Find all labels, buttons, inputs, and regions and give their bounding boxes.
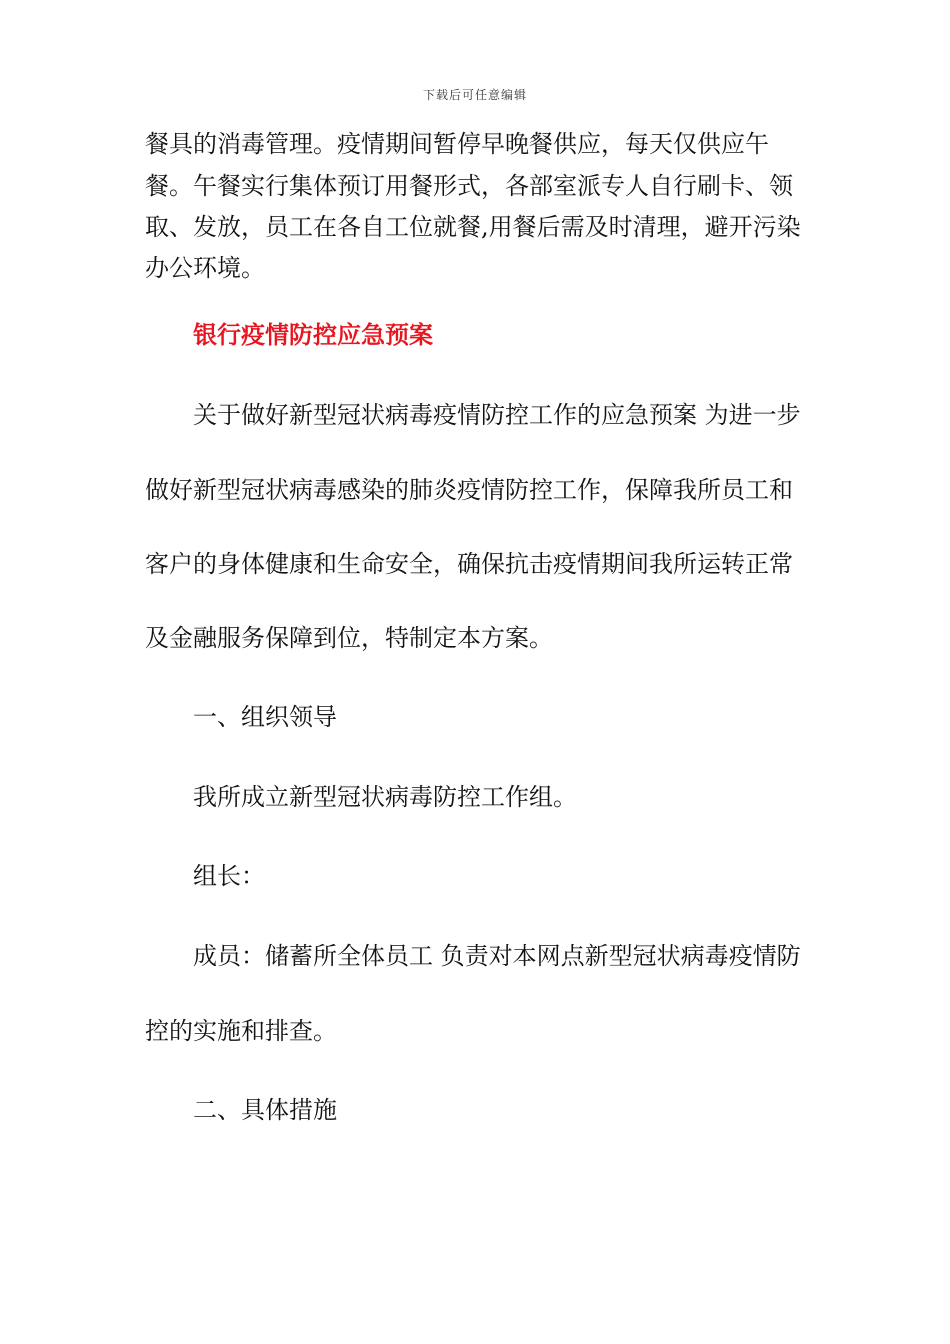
header-note: 下载后可任意编辑 [422, 88, 527, 102]
plan-line-2: 做好新型冠状病毒感染的肺炎疫情防控工作，保障我所员工和 [145, 476, 793, 504]
section-2-heading: 二、具体措施 [193, 1096, 337, 1124]
intro-line-3: 取、发放，员工在各自工位就餐,用餐后需及时清理，避开污染 [145, 213, 801, 241]
intro-line-1: 餐具的消毒管理。疫情期间暂停早晚餐供应，每天仅供应午 [145, 130, 769, 158]
intro-line-2: 餐。午餐实行集体预订用餐形式，各部室派专人自行刷卡、领 [145, 172, 793, 200]
members-line-2: 控的实施和排查。 [145, 1017, 337, 1045]
plan-line-1: 关于做好新型冠状病毒疫情防控工作的应急预案 为进一步 [193, 401, 801, 429]
leader-label: 组长： [193, 862, 265, 890]
section-1-heading: 一、组织领导 [193, 703, 337, 731]
plan-line-4: 及金融服务保障到位，特制定本方案。 [145, 624, 553, 652]
intro-line-4: 办公环境。 [145, 254, 265, 282]
members-line-1: 成员：储蓄所全体员工 负责对本网点新型冠状病毒疫情防 [193, 942, 801, 970]
plan-line-3: 客户的身体健康和生命安全，确保抗击疫情期间我所运转正常 [145, 550, 793, 578]
document-title: 银行疫情防控应急预案 [193, 320, 433, 349]
section-1-text: 我所成立新型冠状病毒防控工作组。 [193, 783, 577, 811]
